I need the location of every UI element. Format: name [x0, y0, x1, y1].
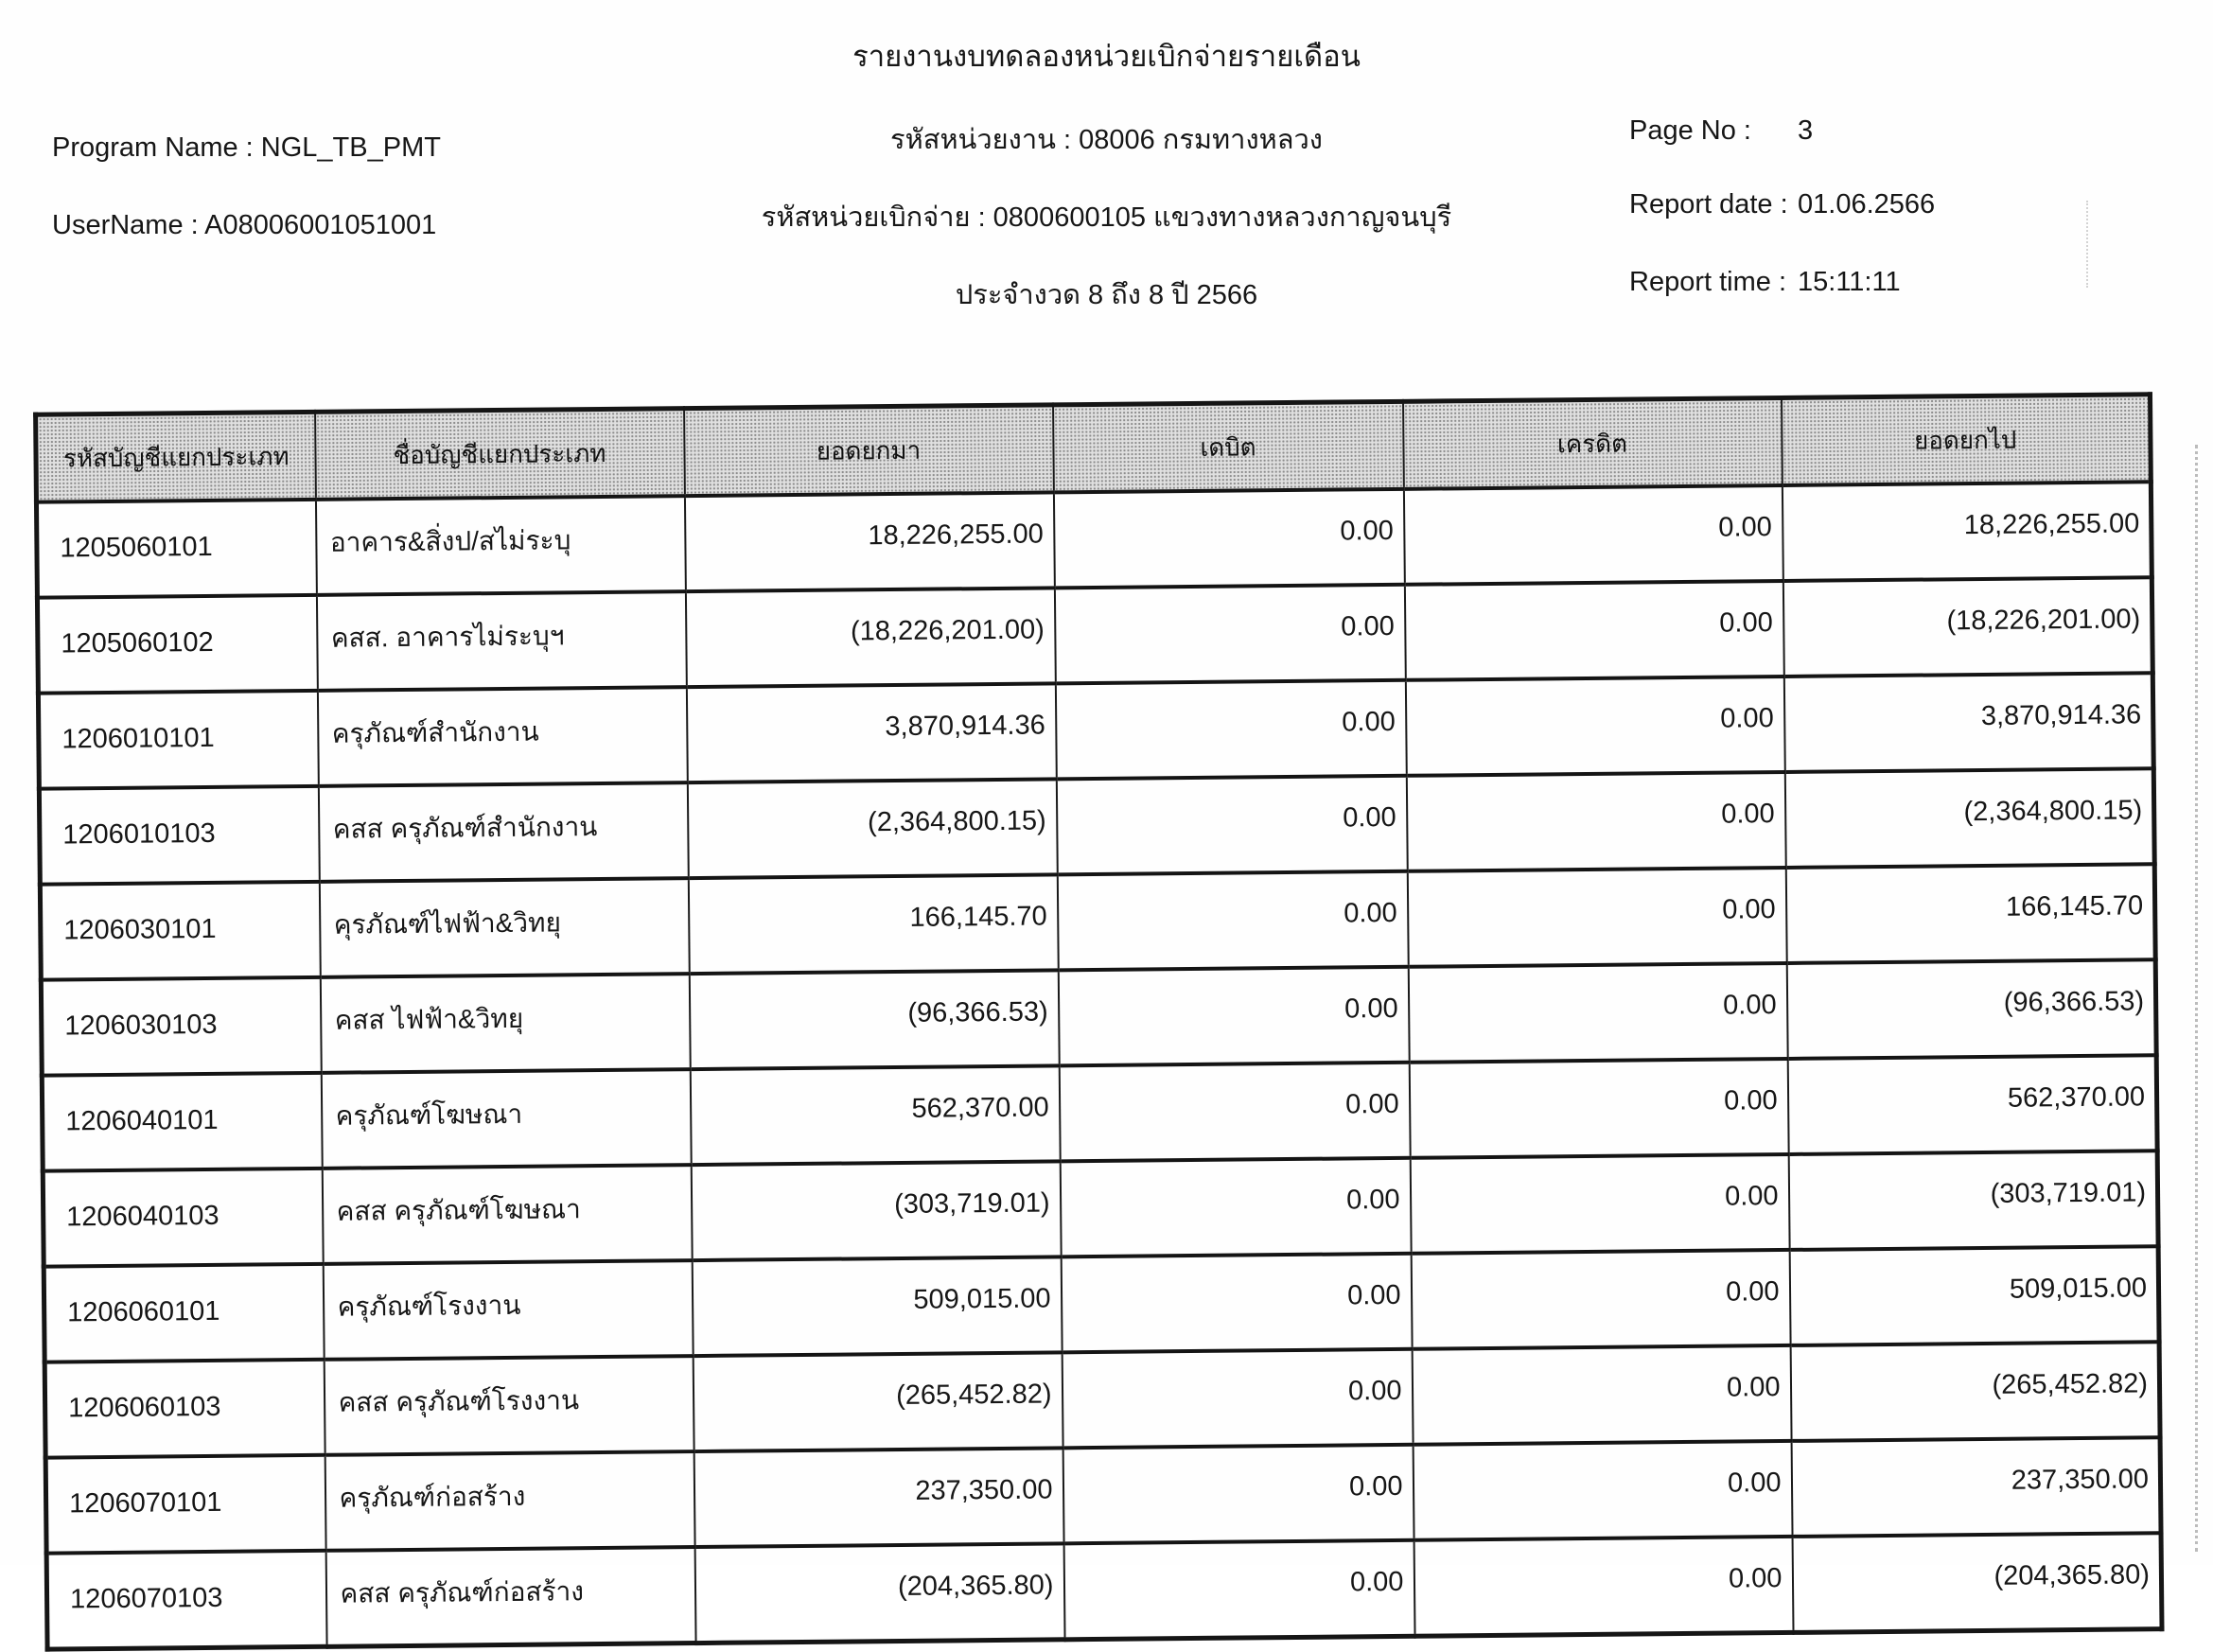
- beginning-balance-cell: 18,226,255.00: [684, 492, 1054, 591]
- debit-cell: 0.00: [1053, 489, 1404, 589]
- ending-balance-cell: (265,452.82): [1790, 1342, 2160, 1441]
- beginning-balance-cell: (18,226,201.00): [685, 588, 1055, 687]
- beginning-balance-cell: 166,145.70: [688, 874, 1058, 974]
- credit-cell: 0.00: [1408, 963, 1787, 1063]
- account-code-cell: 1205060102: [37, 595, 317, 694]
- debit-cell: 0.00: [1055, 680, 1406, 780]
- report-time-value: 15:11:11: [1798, 267, 1901, 297]
- beginning-balance-cell: (96,366.53): [689, 970, 1059, 1069]
- disbursement-unit-line: รหัสหน่วยเบิกจ่าย : 0800600105 แขวงทางหลวงกาญจนบุรี: [761, 202, 1452, 233]
- beginning-balance-cell: (303,719.01): [691, 1161, 1061, 1260]
- debit-cell: 0.00: [1063, 1540, 1414, 1640]
- credit-cell: 0.00: [1414, 1537, 1793, 1636]
- ending-balance-cell: (204,365.80): [1792, 1533, 2162, 1632]
- account-code-cell: 1206070101: [45, 1455, 325, 1554]
- ending-balance-cell: (303,719.01): [1788, 1151, 2158, 1250]
- page-no-label: Page No :: [1629, 115, 1751, 146]
- ending-balance-cell: 3,870,914.36: [1783, 673, 2153, 772]
- ending-balance-cell: 18,226,255.00: [1782, 482, 2152, 581]
- report-title: รายงานงบทดลองหน่วยเบิกจ่ายรายเดือน: [852, 40, 1361, 73]
- table-body: [36, 482, 2162, 1649]
- program-name-value: NGL_TB_PMT: [260, 132, 441, 163]
- ending-balance-cell: (2,364,800.15): [1784, 768, 2154, 868]
- col-header-beginning-balance: ยอดยกมา: [684, 405, 1054, 496]
- ending-balance-cell: 562,370.00: [1787, 1055, 2157, 1154]
- col-header-credit: เครดิต: [1403, 397, 1783, 488]
- debit-cell: 0.00: [1062, 1349, 1413, 1449]
- account-row: [46, 1533, 2162, 1649]
- report-date-label: Report date :: [1629, 189, 1788, 220]
- debit-cell: 0.00: [1058, 967, 1409, 1066]
- account-name-cell: ครุภัณฑ์ก่อสร้าง: [325, 1451, 694, 1551]
- account-name-cell: ครุภัณฑ์โรงงาน: [323, 1260, 693, 1360]
- account-name-cell: คสส ไฟฟ้า&วิทยุ: [320, 974, 690, 1073]
- credit-cell: 0.00: [1412, 1345, 1791, 1445]
- account-name-cell: ครุภัณฑ์โฆษณา: [321, 1069, 691, 1169]
- credit-cell: 0.00: [1403, 485, 1783, 585]
- program-name-label: Program Name :: [52, 132, 254, 163]
- account-name-cell: คสส ครุภัณฑ์โฆษณา: [322, 1165, 692, 1264]
- ending-balance-cell: (96,366.53): [1786, 959, 2156, 1059]
- credit-cell: 0.00: [1406, 772, 1785, 871]
- account-code-cell: 1206070103: [46, 1551, 326, 1649]
- debit-cell: 0.00: [1060, 1158, 1411, 1257]
- col-header-account-name: ชื่อบัญชีแยกประเภท: [315, 409, 685, 500]
- period-line: ประจำงวด 8 ถึง 8 ปี 2566: [955, 280, 1258, 310]
- beginning-balance-cell: (2,364,800.15): [687, 779, 1057, 878]
- debit-cell: 0.00: [1054, 585, 1405, 684]
- scan-artifact-dots: [2086, 201, 2088, 288]
- credit-cell: 0.00: [1411, 1250, 1790, 1349]
- ending-balance-cell: (18,226,201.00): [1783, 577, 2152, 677]
- debit-cell: 0.00: [1063, 1445, 1414, 1544]
- trial-balance-table: [33, 392, 2159, 1651]
- username-value: A08006001051001: [204, 210, 437, 240]
- col-header-account-code: รหัสบัญชีแยกประเภท: [36, 412, 316, 501]
- account-code-cell: 1206010103: [39, 786, 319, 885]
- ending-balance-cell: 166,145.70: [1785, 864, 2155, 963]
- account-name-cell: คสส ครุภัณฑ์ก่อสร้าง: [325, 1547, 695, 1646]
- account-name-cell: อาคาร&สิ่งป/สไม่ระบุ: [315, 496, 685, 595]
- credit-cell: 0.00: [1404, 581, 1783, 680]
- ending-balance-cell: 509,015.00: [1789, 1246, 2159, 1345]
- col-header-debit: เดบิต: [1053, 401, 1404, 492]
- credit-cell: 0.00: [1409, 1059, 1788, 1158]
- account-name-cell: คสส. อาคารไม่ระบุฯ: [316, 591, 686, 691]
- beginning-balance-cell: 509,015.00: [692, 1257, 1062, 1356]
- account-code-cell: 1206030101: [40, 882, 320, 980]
- beginning-balance-cell: 237,350.00: [694, 1448, 1063, 1547]
- account-name-cell: คสส ครุภัณฑ์สำนักงาน: [318, 782, 688, 882]
- credit-cell: 0.00: [1407, 868, 1786, 967]
- credit-cell: 0.00: [1405, 677, 1784, 776]
- beginning-balance-cell: (265,452.82): [693, 1352, 1063, 1451]
- account-code-cell: 1206060103: [44, 1360, 325, 1458]
- page-no-value: 3: [1798, 115, 1814, 146]
- scan-artifact-line: [2195, 445, 2198, 1552]
- report-date-value: 01.06.2566: [1798, 189, 1936, 220]
- beginning-balance-cell: 3,870,914.36: [686, 683, 1056, 782]
- debit-cell: 0.00: [1056, 776, 1407, 875]
- account-code-cell: 1205060101: [36, 500, 316, 598]
- account-code-cell: 1206040103: [43, 1169, 323, 1267]
- account-code-cell: 1206010101: [38, 691, 318, 789]
- account-code-cell: 1206040101: [42, 1073, 322, 1171]
- agency-code-line: รหัสหน่วยงาน : 08006 กรมทางหลวง: [890, 125, 1323, 155]
- program-name-line: [52, 132, 441, 164]
- username-line: [52, 210, 436, 241]
- report-time-label: Report time :: [1629, 267, 1786, 297]
- beginning-balance-cell: (204,365.80): [694, 1543, 1064, 1643]
- ending-balance-cell: 237,350.00: [1791, 1437, 2161, 1537]
- beginning-balance-cell: 562,370.00: [690, 1065, 1060, 1165]
- col-header-ending-balance: ยอดยกไป: [1781, 395, 2151, 485]
- account-name-cell: คุรภัณฑ์ไฟฟ้า&วิทยุ: [319, 878, 689, 977]
- username-label: UserName :: [52, 210, 199, 240]
- account-code-cell: 1206030103: [41, 977, 321, 1076]
- credit-cell: 0.00: [1410, 1154, 1789, 1254]
- debit-cell: 0.00: [1057, 871, 1408, 971]
- account-name-cell: คสส ครุภัณฑ์โรงงาน: [324, 1356, 694, 1455]
- debit-cell: 0.00: [1061, 1254, 1412, 1353]
- credit-cell: 0.00: [1413, 1441, 1792, 1540]
- account-name-cell: ครุภัณฑ์สำนักงาน: [317, 687, 687, 786]
- account-code-cell: 1206060101: [44, 1264, 324, 1362]
- debit-cell: 0.00: [1059, 1063, 1410, 1162]
